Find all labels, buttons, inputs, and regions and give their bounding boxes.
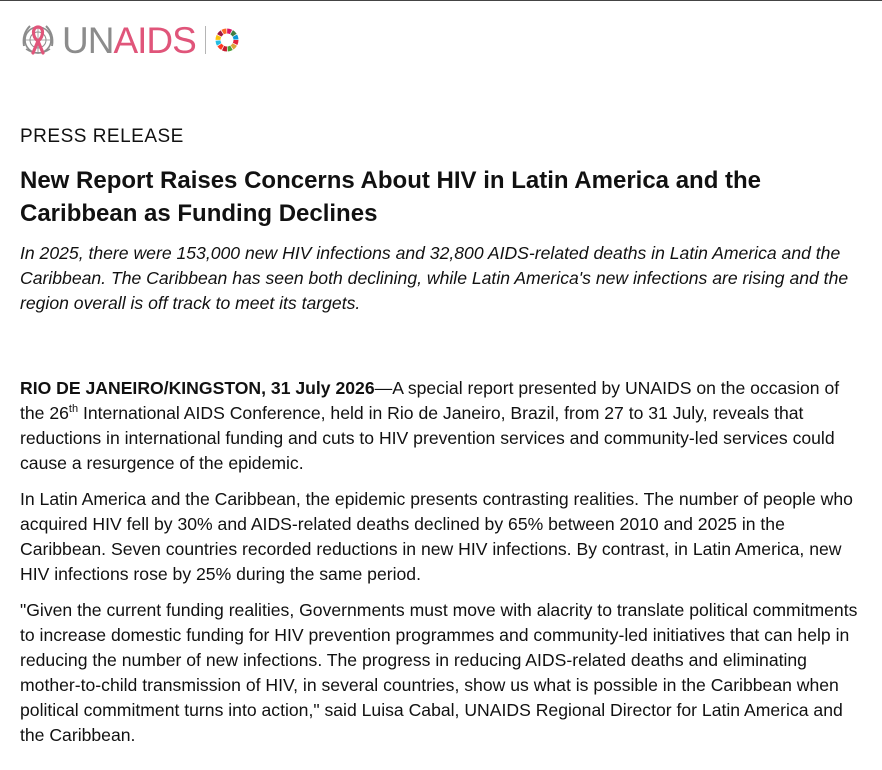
red-ribbon-icon: [30, 25, 46, 55]
unaids-logo: [18, 19, 240, 61]
ordinal-superscript: th: [68, 403, 79, 416]
logo-divider: [205, 26, 206, 54]
body-paragraph-2: In Latin America and the Caribbean, the epidemic presents contrasting realities. The number of people who acquired HIV fell by 30% and AIDS-related deaths declined by 65% between 2010 and 2025 in the Caribbean. Seven countries recorded reductions in new HIV infections. By contrast, in Latin America, new HIV infections rose by 25% during the same period.: [20, 489, 853, 584]
dateline: RIO DE JANEIRO/KINGSTON, 31 July 2026: [20, 378, 375, 398]
body-paragraph-3-quote: "Given the current funding realities, Governments must move with alacrity to translate political commitments to increase domestic funding for HIV prevention programmes and community-led initiatives that can help in reducing the number of new infections. The progress in reducing AIDS-related deaths and eliminating mother-to-child transmission of HIV, in several countries, show us what is possible in the Caribbean when political commitment turns into action," said Luisa Cabal, UNAIDS Regional Director for Latin America and the Caribbean.: [20, 600, 858, 745]
brand-un: UN: [62, 19, 114, 61]
body-paragraph-1: [20, 376, 866, 476]
press-release-content: [20, 125, 866, 759]
paragraph-1-text-a: —A special report presented by UNAIDS on the occasion of the 26: [20, 378, 840, 423]
press-release-label: PRESS RELEASE: [20, 126, 184, 147]
brand-aids: AIDS: [113, 19, 196, 61]
headline: New Report Raises Concerns About HIV in Latin America and the Caribbean as Funding Declines: [20, 167, 762, 227]
lede-summary: In 2025, there were 153,000 new HIV infections and 32,800 AIDS-related deaths in Latin America and the Caribbean. The Caribbean has seen both declining, while Latin America's new infections are rising and the region overall is off track to meet its targets.: [20, 243, 849, 313]
sdg-wheel-icon: [214, 27, 240, 53]
paragraph-1-text-b: International AIDS Conference, held in Rio de Janeiro, Brazil, from 27 to 31 July, reveals that reductions in international funding and cuts to HIV prevention services and community-led services could cause a resurgence of the epidemic.: [20, 403, 835, 473]
brand-wordmark: [62, 19, 196, 61]
